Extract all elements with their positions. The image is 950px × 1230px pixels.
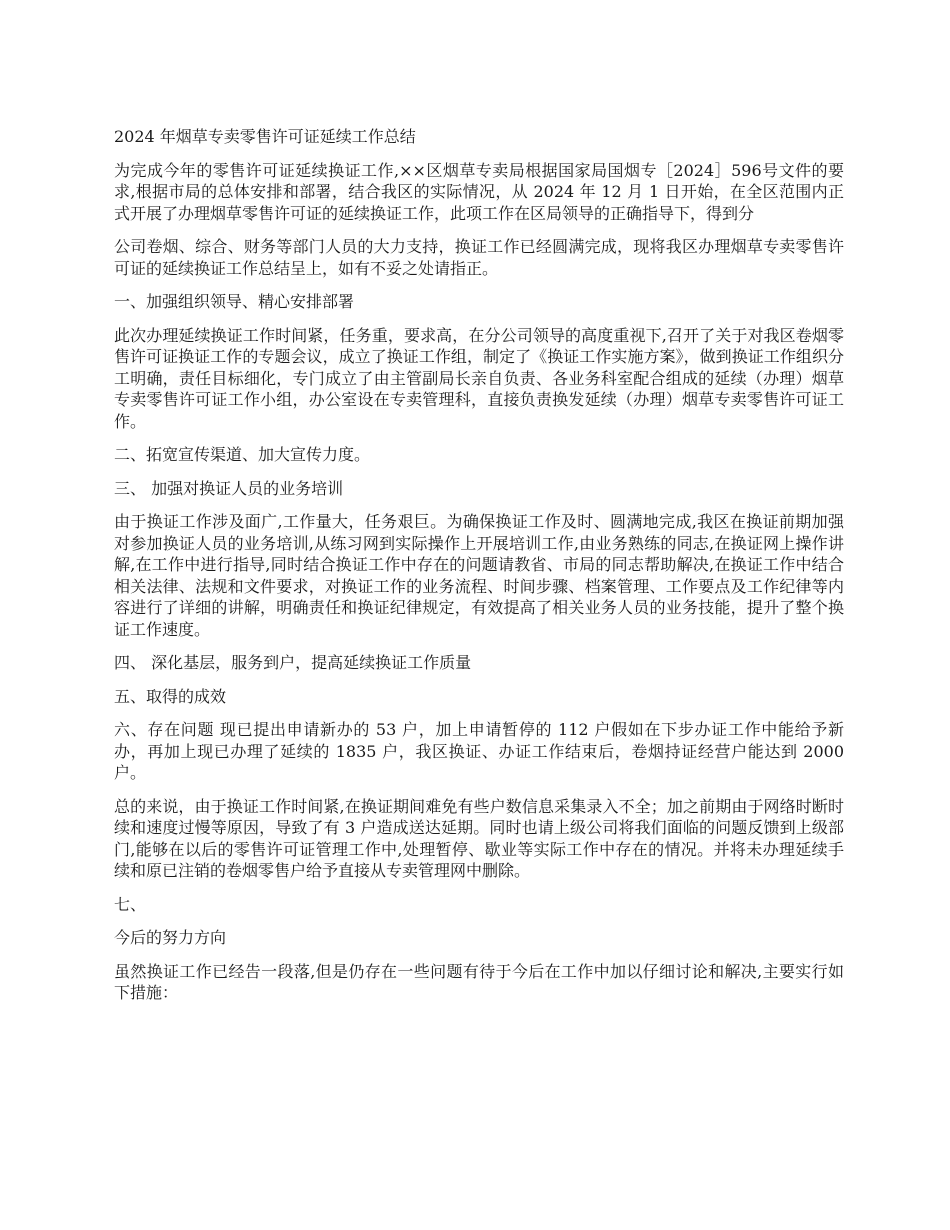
- paragraph-summary: 总的来说，由于换证工作时间紧,在换证期间难免有些户数信息采集录入不全；加之前期由于网络时断时续和速度过慢等原因，导致了有 3 户造成送达延期。同时也请上级公司将我们面临的问题反馈到上级部门,能够在以后的零售许可证管理工作中,处理暂停、歇业等实际工作中存在的情况。并将未办理延续手续和原已注销的卷烟零售户给予直接从专卖管理网中删除。: [114, 796, 844, 880]
- section-heading-7: 七、: [114, 894, 147, 914]
- document-page: [114, 126, 844, 1016]
- section-heading-5: 五、取得的成效: [114, 686, 227, 706]
- document-title: 2024 年烟草专卖零售许可证延续工作总结: [114, 127, 416, 146]
- section-heading-3: 三、 加强对换证人员的业务培训: [114, 478, 344, 498]
- section-heading-2: 二、拓宽宣传渠道、加大宣传力度。: [114, 445, 371, 464]
- paragraph-section-1: 此次办理延续换证工作时间紧，任务重，要求高，在分公司领导的高度重视下,召开了关于对我区卷烟零售许可证换证工作的专题会议，成立了换证工作组，制定了《换证工作实施方案》，做到换证工作组织分工明确，责任目标细化，专门成立了由主管副局长亲自负责、各业务科室配合组成的延续（办理）烟草专卖零售许可证工作小组，办公室设在专卖管理科，直接负责换发延续（办理）烟草专卖零售许可证工作。: [114, 325, 844, 431]
- paragraph-future: 虽然换证工作已经告一段落,但是仍存在一些问题有待于今后在工作中加以仔细讨论和解决,主要实行如下措施：: [114, 961, 844, 1002]
- section-heading-future: 今后的努力方向: [114, 928, 227, 947]
- paragraph-intro: 为完成今年的零售许可证延续换证工作,××区烟草专卖局根据国家局国烟专［2024］596号文件的要求,根据市局的总体安排和部署，结合我区的实际情况，从 2024 年 12 月 1 日开始，在全区范围内正式开展了办理烟草零售许可证的延续换证工作，此项工作在区局领导的正确指导下，得到分: [114, 160, 844, 223]
- section-heading-1: 一、加强组织领导、精心安排部署: [114, 292, 355, 311]
- paragraph-section-6: 六、存在问题 现已提出申请新办的 53 户，加上申请暂停的 112 户假如在下步办证工作中能给予新办，再加上现已办理了延续的 1835 户，我区换证、办证工作结束后，卷烟持证经营户能达到 2000 户。: [114, 720, 844, 782]
- paragraph-section-3: 由于换证工作涉及面广,工作量大，任务艰巨。为确保换证工作及时、圆满地完成,我区在换证前期加强对参加换证人员的业务培训,从练习网到实际操作上开展培训工作,由业务熟练的同志,在换证网上操作讲解,在工作中进行指导,同时结合换证工作中存在的问题请教省、市局的同志帮助解决,在换证工作中结合相关法律、法规和文件要求，对换证工作的业务流程、时间步骤、档案管理、工作要点及工作纪律等内容进行了详细的讲解，明确责任和换证纪律规定，有效提高了相关业务人员的业务技能，提升了整个换证工作速度。: [114, 512, 844, 639]
- section-heading-4: 四、 深化基层，服务到户，提高延续换证工作质量: [114, 653, 472, 672]
- paragraph-intro-continued: 公司卷烟、综合、财务等部门人员的大力支持，换证工作已经圆满完成，现将我区办理烟草专卖零售许可证的延续换证工作总结呈上，如有不妥之处请指正。: [114, 237, 844, 278]
